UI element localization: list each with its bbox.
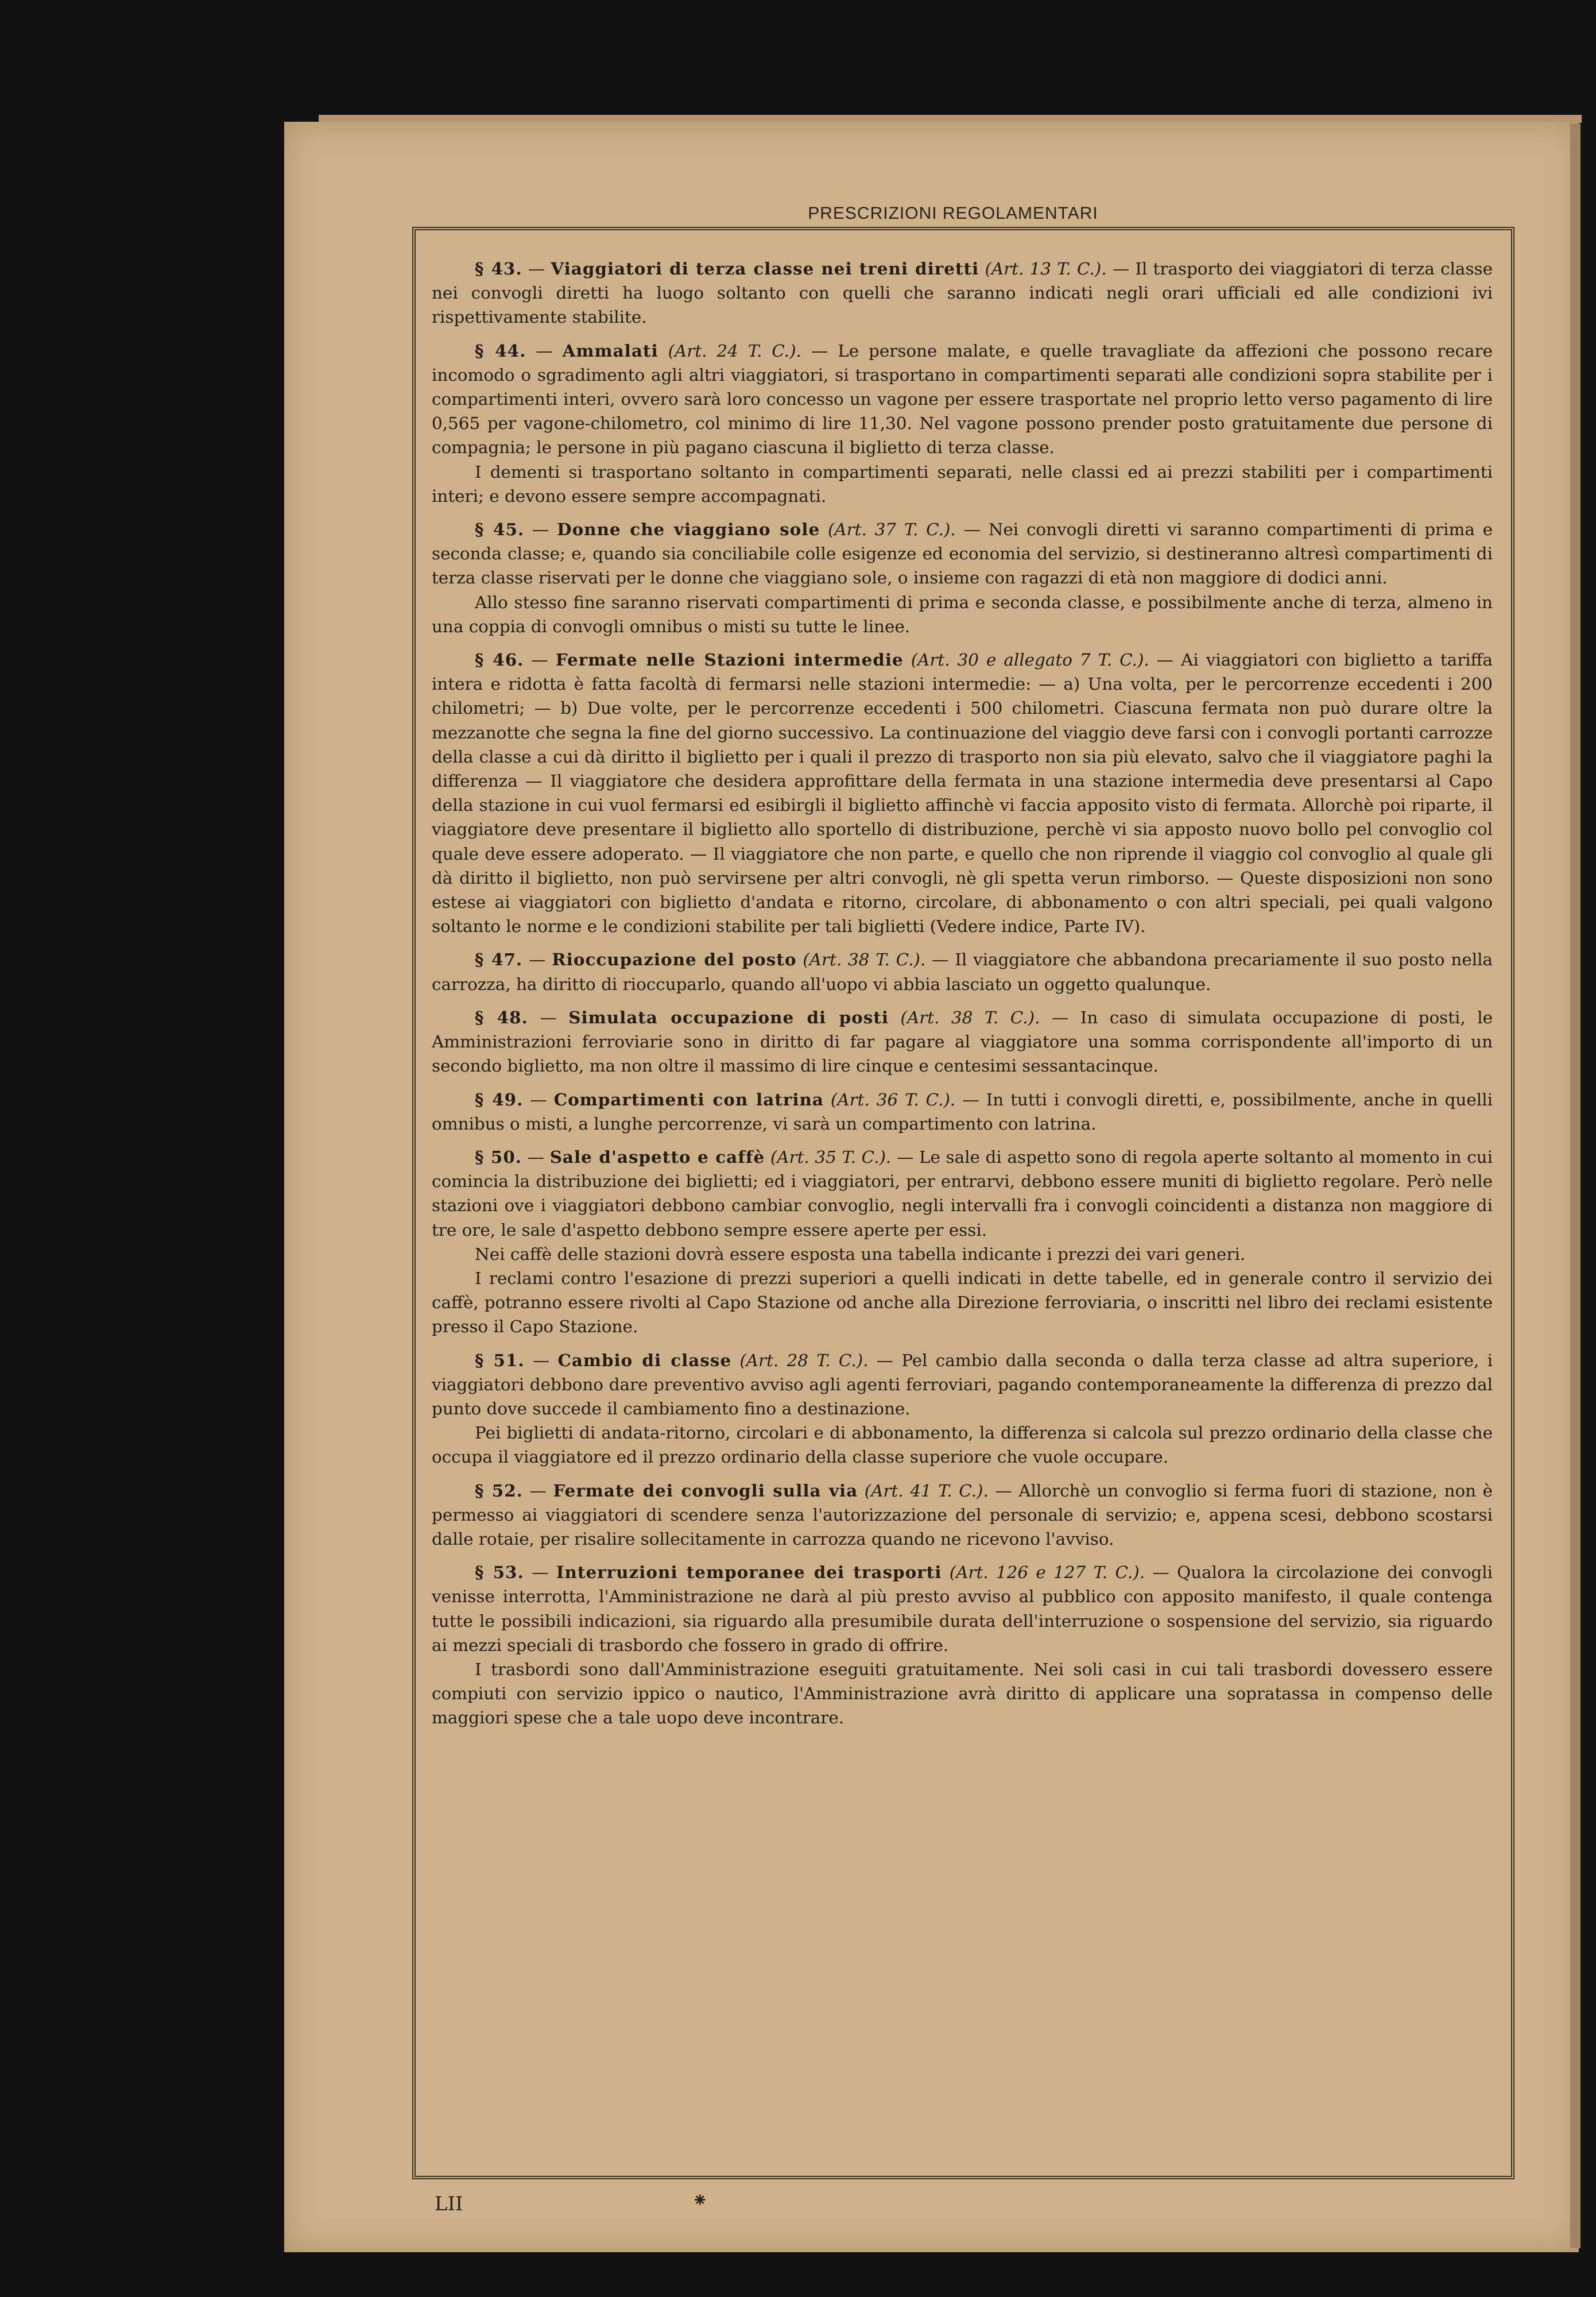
section-number: § 48. [475, 1007, 528, 1027]
section-paragraph: § 48. — Simulata occupazione di posti (Art. 38 T. C.). — In caso di simulata occupazione di posti, le Amministrazioni ferroviarie sono in diritto di far pagare al viaggiatore una somma corrispondente all'importo di un secondo biglietto, ma non oltre il massimo di lire cinque e centesimi sessantacinque. [432, 1007, 1493, 1076]
section-reference: (Art. 28 T. C.). [739, 1350, 869, 1370]
section-title: Cambio di classe [557, 1349, 732, 1370]
section-text: Ai viaggiatori con biglietto a tariffa intera e ridotta è fatta facoltà di fermarsi nelle stazioni intermedie: — a) Una volta, per le percorrenze eccedenti i 200 chilometri; — b) Due volte, per le percorrenze eccedenti i 500 chilometri. Ciascuna fermata non può durare oltre la mezzanotte che segna la fine del giorno successivo. La continuazione del viaggio deve farsi con i convogli portanti carrozze della classe a cui dà diritto il biglietto per i quali il prezzo di trasporto non sia più elevato, salvo che il viaggiatore paghi la differenza — Il viaggiatore che desidera approfittare della fermata in una stazione intermedia deve presentarsi al Capo della stazione in cui vuol fermarsi ed esibirgli il biglietto affinchè vi faccia apposito visto di fermata. Allorchè poi riparte, il viaggiatore deve presentare il biglietto allo sportello di distribuzione, perchè vi sia apposto nuovo bollo pel convoglio col quale deve essere adoperato. — Il viaggiatore che non parte, e quello che non riprende il viaggio col convoglio al quale gli dà diritto il biglietto, non può servirsene per altri convogli, nè gli spetta verun rimborso. — Queste disposizioni non sono estese ai viaggiatori con biglietto d'andata e ritorno, circolare, di abbonamento o con altri speciali, pei quali valgono soltanto le norme e le condizioni stabilite per tali biglietti (Vedere indice, Parte IV). [432, 650, 1493, 937]
section-reference: (Art. 126 e 127 T. C.). [949, 1563, 1145, 1583]
section-paragraph: § 46. — Fermate nelle Stazioni intermedie (Art. 30 e allegato 7 T. C.). — Ai viaggiatori con biglietto a tariffa intera e ridotta è fatta facoltà di fermarsi nelle stazioni intermedie: — a) Una volta, per le percorrenze eccedenti i 200 chilometri; — b) Due volte, per le percorrenze eccedenti i 500 chilometri. Ciascuna fermata non può durare oltre la mezzanotte che segna la fine del giorno successivo. La continuazione del viaggio deve farsi con i convogli portanti carrozze della classe a cui dà diritto il biglietto per i quali il prezzo di trasporto non sia più elevato, salvo che il viaggiatore paghi la differenza — Il viaggiatore che desidera approfittare della fermata in una stazione intermedia deve presentarsi al Capo della stazione in cui vuol fermarsi ed esibirgli il biglietto affinchè vi faccia apposito visto di fermata. Allorchè poi riparte, il viaggiatore deve presentare il biglietto allo sportello di distribuzione, perchè vi sia apposto nuovo bollo pel convoglio col quale deve essere adoperato. — Il viaggiatore che non parte, e quello che non riprende il viaggio col convoglio al quale gli dà diritto il biglietto, non può servirsene per altri convogli, nè gli spetta verun rimborso. — Queste disposizioni non sono estese ai viaggiatori con biglietto d'andata e ritorno, circolare, di abbonamento o con altri speciali, pei quali valgono soltanto le norme e le condizioni stabilite per tali biglietti (Vedere indice, Parte IV). [432, 649, 1493, 937]
section-paragraph [432, 1657, 1493, 1730]
section-paragraph [432, 1242, 1493, 1266]
section-text: Le sale di aspetto sono di regola aperte soltanto al momento in cui comincia la distribuzione dei biglietti; ed i viaggiatori, per entrarvi, debbono essere muniti di biglietto regolare. Però nelle stazioni ove i viaggiatori debbono cambiar convoglio, negli intervalli fra i convogli coincidenti a distanza non maggiore di tre ore, le sale d'aspetto debbono sempre essere aperte per essi. [432, 1147, 1493, 1240]
section-reference: (Art. 36 T. C.). [830, 1089, 956, 1109]
section-paragraph: § 49. — Compartimenti con latrina (Art. 36 T. C.). — In tutti i convogli diretti, e, possibilmente, anche in quelli omnibus o misti, a lunghe percorrenze, vi sarà un compartimento con latrina. [432, 1089, 1493, 1134]
section-number: § 43. [475, 258, 522, 279]
section-paragraph: § 50. — Sale d'aspetto e caffè (Art. 35 T. C.). — Le sale di aspetto sono di regola aperte soltanto al momento in cui comincia la distribuzione dei biglietti; ed i viaggiatori, per entrarvi, debbono essere muniti di biglietto regolare. Però nelle stazioni ove i viaggiatori debbono cambiar convoglio, negli intervalli fra i convogli coincidenti a distanza non maggiore di tre ore, le sale d'aspetto debbono sempre essere aperte per essi. [432, 1146, 1493, 1240]
page-right-edge [1570, 123, 1580, 2248]
section-reference: (Art. 41 T. C.). [864, 1480, 989, 1501]
section-text: Qualora la circolazione dei convogli venisse interrotta, l'Amministrazione ne darà al più presto avviso al pubblico con apposito manifesto, il quale contenga tutte le possibili indicazioni, sia riguardo alla presumibile durata dell'interruzione o sospensione del servizio, sia riguardo ai mezzi speciali di trasbordo che fossero in grado di offrire. [432, 1563, 1493, 1655]
section-number: § 50. [475, 1146, 522, 1167]
section-reference: (Art. 38 T. C.). [900, 1007, 1040, 1027]
page-number: LII [435, 2192, 463, 2215]
section-45 [432, 517, 1493, 639]
section-title: Sale d'aspetto e caffè [549, 1146, 765, 1167]
section-50 [432, 1145, 1493, 1339]
section-number: § 47. [475, 949, 523, 970]
section-paragraph: § 52. — Fermate dei convogli sulla via (Art. 41 T. C.). — Allorchè un convoglio si ferma fuori di stazione, non è permesso ai viaggiatori di scendere senza l'autorizzazione del personale di servizio; e, appena scesi, debbono scostarsi dalle rotaie, per risalire sollecitamente in carrozza quando ne ricevono l'avviso. [432, 1480, 1493, 1549]
section-paragraph [432, 460, 1493, 508]
section-paragraph: § 47. — Rioccupazione del posto (Art. 38 T. C.). — Il viaggiatore che abbandona precariamente il suo posto nella carrozza, ha diritto di rioccuparlo, quando all'uopo vi abbia lasciato un oggetto qualunque. [432, 949, 1493, 994]
section-text: Il viaggiatore che abbandona precariamente il suo posto nella carrozza, ha diritto di rioccuparlo, quando all'uopo vi abbia lasciato un oggetto qualunque. [432, 950, 1493, 994]
section-text: Il trasporto dei viaggiatori di terza classe nei convogli diretti ha luogo soltanto con quelli che saranno indicati negli orari ufficiali ed alle condizioni ivi rispettivamente stabilite. [432, 259, 1493, 327]
section-text: Nei caffè delle stazioni dovrà essere esposta una tabella indicante i prezzi dei vari generi. [475, 1244, 1246, 1264]
section-paragraph [432, 1421, 1493, 1469]
section-49 [432, 1088, 1493, 1136]
section-44 [432, 339, 1493, 508]
section-paragraph: § 45. — Donne che viaggiano sole (Art. 37 T. C.). — Nei convogli diretti vi saranno compartimenti di prima e seconda classe; e, quando sia conciliabile colle esigenze ed economia del servizio, si destineranno altresì compartimenti di terza classe riservati per le donne che viaggiano sole, o insieme con ragazzi di età non maggiore di dodici anni. [432, 519, 1493, 588]
section-text: Nei convogli diretti vi saranno compartimenti di prima e seconda classe; e, quando sia conciliabile colle esigenze ed economia del servizio, si destineranno altresì compartimenti di terza classe riservati per le donne che viaggiano sole, o insieme con ragazzi di età non maggiore di dodici anni. [432, 520, 1493, 588]
section-number: § 51. [475, 1349, 525, 1370]
section-53 [432, 1560, 1493, 1730]
section-reference: (Art. 38 T. C.). [803, 950, 926, 970]
section-title: Interruzioni temporanee dei trasporti [556, 1562, 942, 1583]
section-paragraph [432, 1266, 1493, 1339]
section-number: § 44. [475, 340, 526, 361]
section-reference: (Art. 30 e allegato 7 T. C.). [911, 650, 1149, 670]
section-43 [432, 257, 1493, 330]
footer-ornament: ⁕ [692, 2189, 708, 2212]
section-title: Viaggiatori di terza classe nei treni diretti [551, 258, 979, 279]
section-number: § 49. [475, 1089, 524, 1109]
section-title: Rioccupazione del posto [552, 949, 797, 970]
section-paragraph: § 51. — Cambio di classe (Art. 28 T. C.). — Pel cambio dalla seconda o dalla terza classe ad altra superiore, i viaggiatori debbono dare preventivo avviso agli agenti ferroviari, pagando contemporaneamente la differenza di prezzo dal punto dove succede il cambiamento fino a destinazione. [432, 1349, 1493, 1418]
section-47 [432, 948, 1493, 996]
section-text: Allorchè un convoglio si ferma fuori di stazione, non è permesso ai viaggiatori di scendere senza l'autorizzazione del personale di servizio; e, appena scesi, debbono scostarsi dalle rotaie, per risalire sollecitamente in carrozza quando ne ricevono l'avviso. [432, 1480, 1493, 1549]
section-text: Pel cambio dalla seconda o dalla terza classe ad altra superiore, i viaggiatori debbono dare preventivo avviso agli agenti ferroviari, pagando contemporaneamente la differenza di prezzo dal punto dove succede il cambiamento fino a destinazione. [432, 1350, 1493, 1418]
section-text: Allo stesso fine saranno riservati compartimenti di prima e seconda classe, e possibilmente anche di terza, almeno in una coppia di convogli omnibus o misti su tutte le linee. [432, 592, 1493, 636]
section-text: I reclami contro l'esazione di prezzi superiori a quelli indicati in dette tabelle, ed in generale contro il servizio dei caffè, potranno essere rivolti al Capo Stazione od anche alla Direzione ferroviaria, o inscritti nel libro dei reclami esistente presso il Capo Stazione. [432, 1268, 1493, 1337]
section-52 [432, 1479, 1493, 1552]
section-title: Fermate nelle Stazioni intermedie [555, 649, 904, 670]
section-reference: (Art. 37 T. C.). [827, 520, 956, 540]
section-paragraph: § 43. — Viaggiatori di terza classe nei treni diretti (Art. 13 T. C.). — Il trasporto dei viaggiatori di terza classe nei convogli diretti ha luogo soltanto con quelli che saranno indicati negli orari ufficiali ed alle condizioni ivi rispettivamente stabilite. [432, 258, 1493, 327]
section-text: I trasbordi sono dall'Amministrazione eseguiti gratuitamente. Nei soli casi in cui tali trasbordi dovessero essere compiuti con servizio ippico o nautico, l'Amministrazione avrà diritto di applicare una sopratassa in compenso delle maggiori spese che a tale uopo deve incontrare. [432, 1659, 1493, 1728]
section-text: In tutti i convogli diretti, e, possibilmente, anche in quelli omnibus o misti, a lunghe percorrenze, vi sarà un compartimento con latrina. [432, 1089, 1493, 1134]
page-content [432, 257, 1493, 2169]
section-46 [432, 648, 1493, 938]
section-paragraph: § 53. — Interruzioni temporanee dei trasporti (Art. 126 e 127 T. C.). — Qualora la circolazione dei convogli venisse interrotta, l'Amministrazione ne darà al più presto avviso al pubblico con apposito manifesto, il quale contenga tutte le possibili indicazioni, sia riguardo alla presumibile durata dell'interruzione o sospensione del servizio, sia riguardo ai mezzi speciali di trasbordo che fossero in grado di offrire. [432, 1562, 1493, 1655]
section-title: Donne che viaggiano sole [557, 519, 820, 540]
section-title: Ammalati [562, 340, 658, 361]
section-number: § 52. [475, 1480, 523, 1501]
section-51 [432, 1348, 1493, 1470]
running-head: PRESCRIZIONI REGOLAMENTARI [808, 204, 1098, 223]
section-paragraph: § 44. — Ammalati (Art. 24 T. C.). — Le persone malate, e quelle travagliate da affezioni che possono recare incomodo o sgradimento agli altri viaggiatori, si trasportano in compartimenti separati alle condizioni sopra stabilite per i compartimenti interi, ovvero sarà loro concesso un vagone per essere trasportate nel proprio letto verso pagamento di lire 0,565 per vagone-chilometro, col minimo di lire 11,30. Nel vagone possono prender posto gratuitamente due persone di compagnia; le persone in più pagano ciascuna il biglietto di terza classe. [432, 340, 1493, 458]
section-reference: (Art. 13 T. C.). [985, 259, 1107, 279]
section-title: Compartimenti con latrina [553, 1089, 824, 1109]
section-reference: (Art. 35 T. C.). [770, 1147, 892, 1167]
section-text: Pei biglietti di andata-ritorno, circolari e di abbonamento, la differenza si calcola sul prezzo ordinario della classe che occupa il viaggiatore ed il prezzo ordinario della classe superiore che vuole occupare. [432, 1423, 1493, 1467]
section-number: § 53. [475, 1562, 524, 1583]
section-text: In caso di simulata occupazione di posti, le Amministrazioni ferroviarie sono in diritto di far pagare al viaggiatore una somma corrispondente all'importo di un secondo biglietto, ma non oltre il massimo di lire cinque e centesimi sessantacinque. [432, 1007, 1493, 1076]
section-48 [432, 1006, 1493, 1078]
section-text: I dementi si trasportano soltanto in compartimenti separati, nelle classi ed ai prezzi stabiliti per i compartimenti interi; e devono essere sempre accompagnati. [432, 462, 1493, 506]
section-text: Le persone malate, e quelle travagliate da affezioni che possono recare incomodo o sgradimento agli altri viaggiatori, si trasportano in compartimenti separati alle condizioni sopra stabilite per i compartimenti interi, ovvero sarà loro concesso un vagone per essere trasportate nel proprio letto verso pagamento di lire 0,565 per vagone-chilometro, col minimo di lire 11,30. Nel vagone possono prender posto gratuitamente due persone di compagnia; le persone in più pagano ciascuna il biglietto di terza classe. [432, 341, 1493, 458]
section-reference: (Art. 24 T. C.). [668, 341, 801, 361]
section-number: § 46. [475, 649, 524, 670]
section-number: § 45. [475, 519, 525, 540]
section-title: Fermate dei convogli sulla via [553, 1480, 858, 1501]
section-paragraph [432, 590, 1493, 639]
section-title: Simulata occupazione di posti [568, 1007, 889, 1027]
